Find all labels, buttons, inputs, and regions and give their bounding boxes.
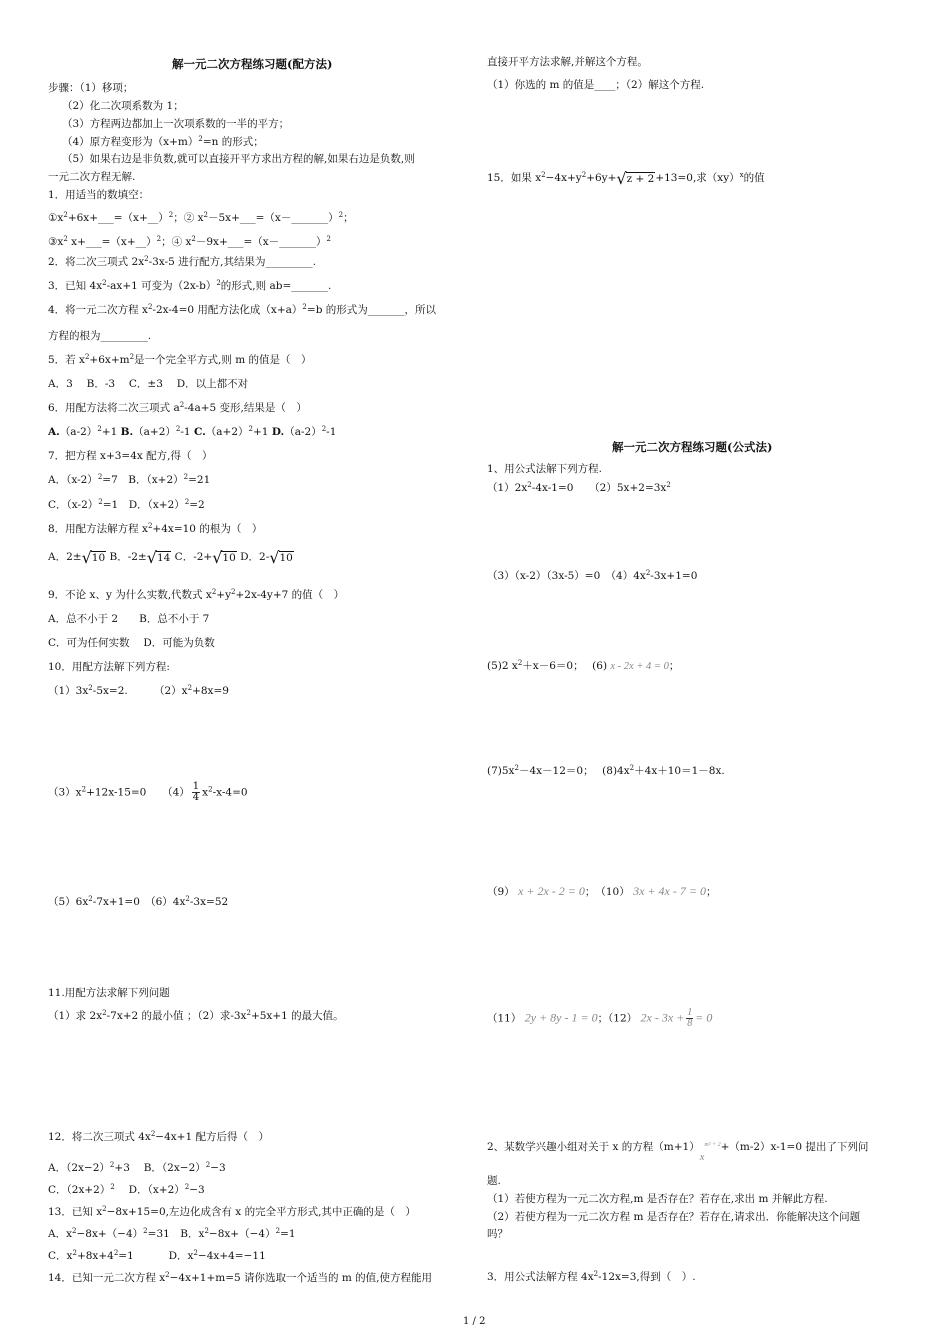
question-1-parts-a: $①x^2+6x+\_\_\_=(x+\_\_)^2$；② $x^2-5x+\_\_\_=(x-\_\_\_\_\_\_\_)^2$； [48,211,354,224]
problem-2-cont: 题. [487,1175,501,1187]
problem-1-parts-e: （9） x + 2x - 2 = 0； （10） 3x + 4x - 7 = 0； [487,884,717,898]
problem-1-parts-d: $(7)5x^2-4x-12=0$； $(8)4x^2+4x+10=1-8x$. [487,764,725,777]
steps-line-4: （4）原方程变形为$(x+m)^2=n$ 的形式； [62,135,264,148]
question-13-options-b: C．$x^2+8x+4^2=1$ D．$x^2-4x+4=-11$ [48,1249,266,1262]
question-12-options-a: A．$(2x-2)^2+3$ B．$(2x-2)^2-3$ [48,1161,226,1174]
question-9-options-a: A．总不小于 2 B．总不小于 7 [48,613,210,625]
problem-2-part-2-cont: 吗？ [487,1228,508,1240]
question-10-parts-c: $(5)6x^2-7x+1=0$ $(6)4x^2-3x=52$ [48,895,229,908]
problem-1-parts-f: （11） 2y + 8y - 1 = 0；（12） 2x - 3x + $\frac{1}{8}$ = 0 [487,1007,713,1029]
question-7-options-b: C．$(x-2)^2=1$ D．$(x+2)^2=2$ [48,498,205,511]
question-13: 13．已知 $x^2-8x+15=0$,左边化成含有 x 的完全平方形式,其中正确的是（ ） [48,1205,416,1218]
question-9: 9．不论 x、y 为什么实数,代数式 $x^2+y^2+2x-4y+7$ 的值（ ） [48,588,345,601]
question-1: 1．用适当的数填空： [48,189,150,201]
question-5: 5．若 $x^2+6x+m^2$是一个完全平方式,则 m 的值是（ ） [48,353,312,366]
steps-line-5: （5）如果右边是非负数,就可以直接开平方求出方程的解,如果右边是负数,则 [62,153,415,165]
steps-line-2: （2）化二次项系数为 1； [62,100,184,112]
question-7: 7．把方程 x+3=4x 配方,得（ ） [48,450,213,462]
question-6-options: $A.(a-2)^2+1$ $B.(a+2)^2-1$ $C.(a+2)^2+1$ $D.(a-2)^2-1$ [48,425,337,438]
question-3: 3．已知 $4x^2-ax+1$ 可变为$(2x-b)^2$的形式,则 ab=_______. [48,279,332,292]
question-2: 2．将二次三项式 $2x^2-3x-5$ 进行配方,其结果为_________. [48,255,317,268]
section-title-formula: 解一元二次方程练习题(公式法) [612,440,773,454]
question-14-cont: 直接开平方法求解,并解这个方程。 [487,56,648,68]
question-14: 14．已知一元二次方程 $x^2-4x+1+m=5$ 请你选取一个适当的 m 的值,使方程能用 [48,1271,433,1284]
problem-2-part-1: （1）若使方程为一元二次方程,m 是否存在？若存在,求出 m 并解此方程. [487,1193,828,1205]
problem-1-parts-a: $(1)2x^2-4x-1=0$ $(2)5x+2=3x^2$ [487,481,671,494]
problem-1-parts-c: (5)2 $x^2+x-6=0$； (6) x - 2x + 4 = 0； [487,659,680,672]
question-14-parts: （1）你选的 m 的值是____；（2）解这个方程. [487,79,705,91]
section-title-completing-square: 解一元二次方程练习题(配方法) [172,57,333,71]
question-10: 10．用配方法解下列方程: [48,661,170,673]
question-12: 12．将二次三项式 $4x^2-4x+1$ 配方后得（ ） [48,1130,269,1143]
question-7-options-a: A．$(x-2)^2=7$ B．$(x+2)^2=21$ [48,473,211,486]
question-11: 11.用配方法求解下列问题 [48,987,170,999]
question-5-options: A．3 B．-3 C．±3 D．以上都不对 [48,378,249,390]
question-4: 4．将一元二次方程 $x^2-2x-4=0$ 用配方法化成$(x+a)^2=b$ 的形式为_______，所以 [48,303,436,316]
question-8-options: A．2± √ 10 B．-2± √ 14 C．-2+ √ 10 D．2- √ 10 [48,547,293,567]
fraction-one-eighth: $\frac{1}{8}$ [687,1007,693,1029]
question-10-parts-b: $(3)x^2+12x-15=0$ （4） $\frac{1}{4}$ $x^2-x-4=0$ [48,781,248,803]
question-11-parts: （1）求 $2x^2-7x+2$ 的最小值 ；（2）求$-3x^2+5x+1$ 的最大值。 [48,1009,344,1022]
problem-2: 2、某数学兴趣小组对关于 x 的方程$(m+1)x^{m^2 + 2}+(m-2)x-1=0$ 提出了下列问 [487,1141,869,1163]
question-1-parts-b: $③x^2$ x+___=（x+__）$^2$；④ $x^2-9x+\_\_\_=(x-\_\_\_\_\_\_\_)^2$ [48,235,331,248]
steps-line-3: （3）方程两边都加上一次项系数的一半的平方； [62,118,290,130]
question-15: 15．如果 $x^2-4x+y^2+6y+$ √ z + 2 +13=0,求（xy）$^x$的值 [487,168,765,188]
problem-2-part-2: （2）若使方程为一元二次方程 m 是否存在？若存在,请求出．你能解决这个问题 [487,1211,861,1223]
problem-1-parts-b: （3）（x-2）（3x-5）=0 $(4)4x^2-3x+1=0$ [487,569,698,582]
question-9-options-b: C．可为任何实数 D．可能为负数 [48,637,215,649]
page-number: 1 / 2 [463,1316,486,1327]
question-12-options-b: C．$(2x+2)^2$ D．$(x+2)^2-3$ [48,1183,205,1196]
steps-line-1: 步骤：（1）移项； [48,82,134,94]
steps-line-6: 一元二次方程无解. [48,171,136,183]
question-6: 6．用配方法将二次三项式 $a^2-4a+5$ 变形,结果是（ ） [48,401,307,414]
question-8: 8．用配方法解方程 $x^2+4x=10$ 的根为（ ） [48,522,263,535]
problem-1: 1、用公式法解下列方程. [487,463,603,475]
question-10-parts-a: $(1)3x^2-5x=2$. $(2)x^2+8x=9$ [48,684,229,697]
question-4-cont: 方程的根为_________. [48,330,152,342]
question-13-options-a: A．$x^2-8x+(-4)^2=31$ B．$x^2-8x+(-4)^2=1$ [48,1227,296,1240]
problem-3: 3．用公式法解方程 $4x^2-12x=3$,得到（ ）. [487,1270,696,1283]
fraction-one-quarter: $\frac{1}{4}$ [192,781,200,803]
sqrt-z-plus-2: √ z + 2 [616,168,655,188]
